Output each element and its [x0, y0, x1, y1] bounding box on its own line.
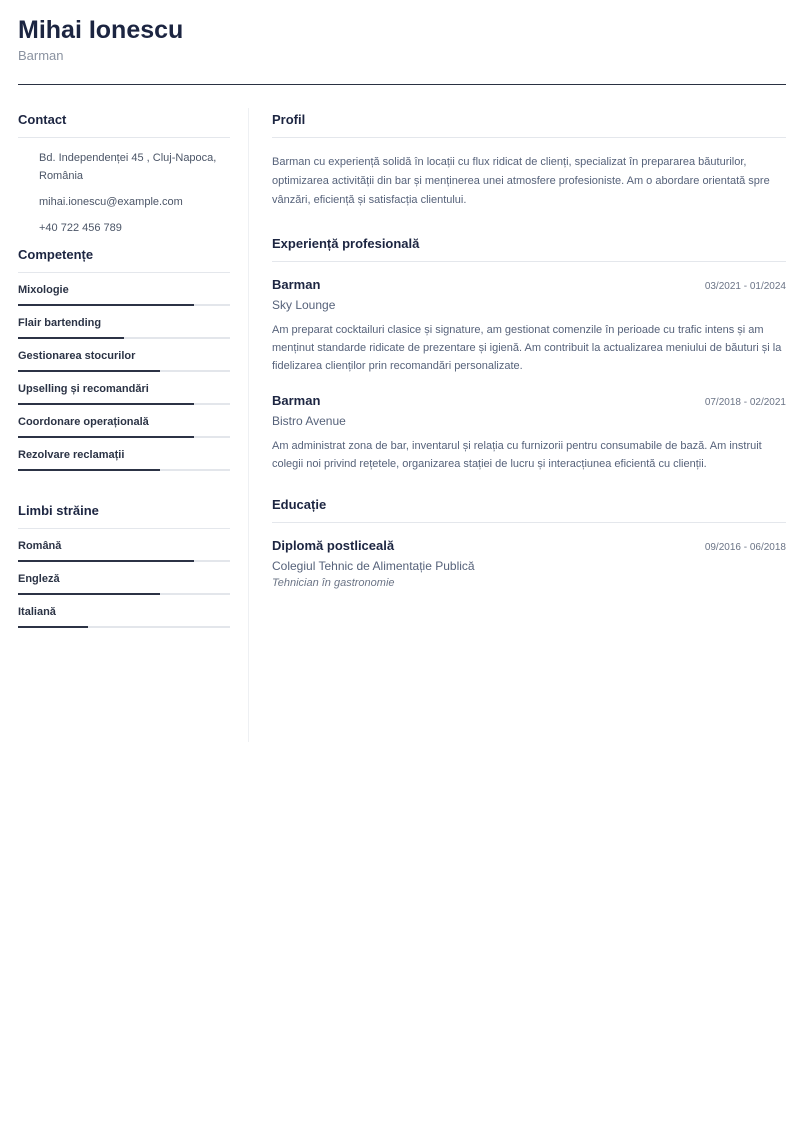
- contact-section: [18, 110, 230, 237]
- experience-entry: [272, 277, 786, 375]
- contact-email: mihai.ionescu@example.com: [39, 196, 183, 208]
- language-label: Engleză: [18, 573, 60, 585]
- header-divider: [18, 84, 786, 85]
- skills-section: [18, 245, 230, 471]
- entry-date: 07/2018 - 02/2021: [704, 397, 786, 408]
- skill-item: [18, 348, 230, 372]
- language-label: Italiană: [18, 606, 56, 618]
- skill-label: Upselling și recomandări: [18, 383, 149, 395]
- skills-list: [18, 282, 230, 471]
- language-level-fill: [18, 593, 160, 595]
- languages-list: [18, 538, 230, 628]
- education-heading: Educație: [272, 497, 327, 512]
- candidate-name: Mihai Ionescu: [18, 16, 184, 44]
- language-level-bar: [18, 560, 230, 562]
- section-divider: [272, 137, 786, 138]
- contact-address: Bd. Independenței 45 , Cluj-Napoca, România: [39, 152, 217, 182]
- skill-level-fill: [18, 337, 124, 339]
- skill-level-bar: [18, 337, 230, 339]
- experience-entry: [272, 393, 786, 473]
- language-item: [18, 604, 230, 628]
- entry-degree: Diplomă postliceală: [272, 538, 395, 553]
- column-divider: [248, 108, 249, 742]
- skill-label: Flair bartending: [18, 317, 102, 329]
- entry-organization: Sky Lounge: [272, 298, 336, 312]
- section-divider: [272, 261, 786, 262]
- entry-school: Colegiul Tehnic de Alimentație Publică: [272, 559, 475, 573]
- skill-label: Mixologie: [18, 284, 69, 296]
- entry-role: Barman: [272, 393, 321, 408]
- language-item: [18, 571, 230, 595]
- language-level-bar: [18, 593, 230, 595]
- skill-level-bar: [18, 304, 230, 306]
- skill-item: [18, 447, 230, 471]
- entry-role: Barman: [272, 277, 321, 292]
- education-entry: [272, 538, 786, 589]
- experience-section: [272, 234, 786, 473]
- language-level-bar: [18, 626, 230, 628]
- skill-item: [18, 381, 230, 405]
- entry-date: 09/2016 - 06/2018: [704, 542, 786, 553]
- skill-level-bar: [18, 469, 230, 471]
- skill-level-bar: [18, 403, 230, 405]
- language-level-fill: [18, 560, 194, 562]
- entry-description: Am preparat cocktailuri clasice și signature, am gestionat comenzile în perioade cu trafic intens și am menținut standarde ridicate de prezentare și igienă. Am contribuit la actualizarea meniului de băuturi și la fidelizarea clienților prin recomandări personalizate.: [272, 324, 782, 372]
- skill-label: Rezolvare reclamații: [18, 449, 125, 461]
- resume-header: [18, 14, 786, 63]
- section-divider: [18, 272, 230, 273]
- education-section: [272, 495, 786, 589]
- profile-heading: Profil: [272, 112, 306, 127]
- skill-level-bar: [18, 436, 230, 438]
- skill-label: Coordonare operațională: [18, 416, 149, 428]
- entry-description: Am administrat zona de bar, inventarul și relația cu furnizorii pentru consumabile de bază. Am instruit colegii noi privind rețetele, organizarea stației de lucru și interacțiunea eficientă cu clienții.: [272, 440, 762, 470]
- languages-heading: Limbi străine: [18, 503, 99, 518]
- skill-label: Gestionarea stocurilor: [18, 350, 136, 362]
- section-divider: [18, 528, 230, 529]
- entry-specialization: Tehnician în gastronomie: [272, 577, 395, 589]
- candidate-title: Barman: [18, 48, 64, 63]
- contact-list: [18, 138, 230, 237]
- entry-organization: Bistro Avenue: [272, 414, 346, 428]
- skill-item: [18, 282, 230, 306]
- skill-item: [18, 315, 230, 339]
- skill-item: [18, 414, 230, 438]
- skills-heading: Competențe: [18, 247, 94, 262]
- skill-level-fill: [18, 304, 194, 306]
- skill-level-fill: [18, 403, 194, 405]
- skill-level-bar: [18, 370, 230, 372]
- profile-section: [272, 110, 786, 210]
- contact-heading: Contact: [18, 112, 67, 127]
- language-level-fill: [18, 626, 88, 628]
- skill-level-fill: [18, 436, 194, 438]
- skill-level-fill: [18, 370, 160, 372]
- entry-date: 03/2021 - 01/2024: [704, 281, 786, 292]
- language-item: [18, 538, 230, 562]
- contact-phone: +40 722 456 789: [39, 222, 122, 234]
- sidebar: [18, 108, 230, 628]
- languages-section: [18, 501, 230, 628]
- skill-level-fill: [18, 469, 160, 471]
- section-divider: [272, 522, 786, 523]
- main-content: [272, 108, 786, 589]
- experience-heading: Experiență profesională: [272, 236, 420, 251]
- language-label: Română: [18, 540, 62, 552]
- profile-text: Barman cu experiență solidă în locații cu flux ridicat de clienți, specializat în prepararea băuturilor, optimizarea activității din bar și menținerea unei atmosfere profesioniste. Am o abordare orientată spre vânzări, eficiență și satisfacția clientului.: [272, 156, 770, 206]
